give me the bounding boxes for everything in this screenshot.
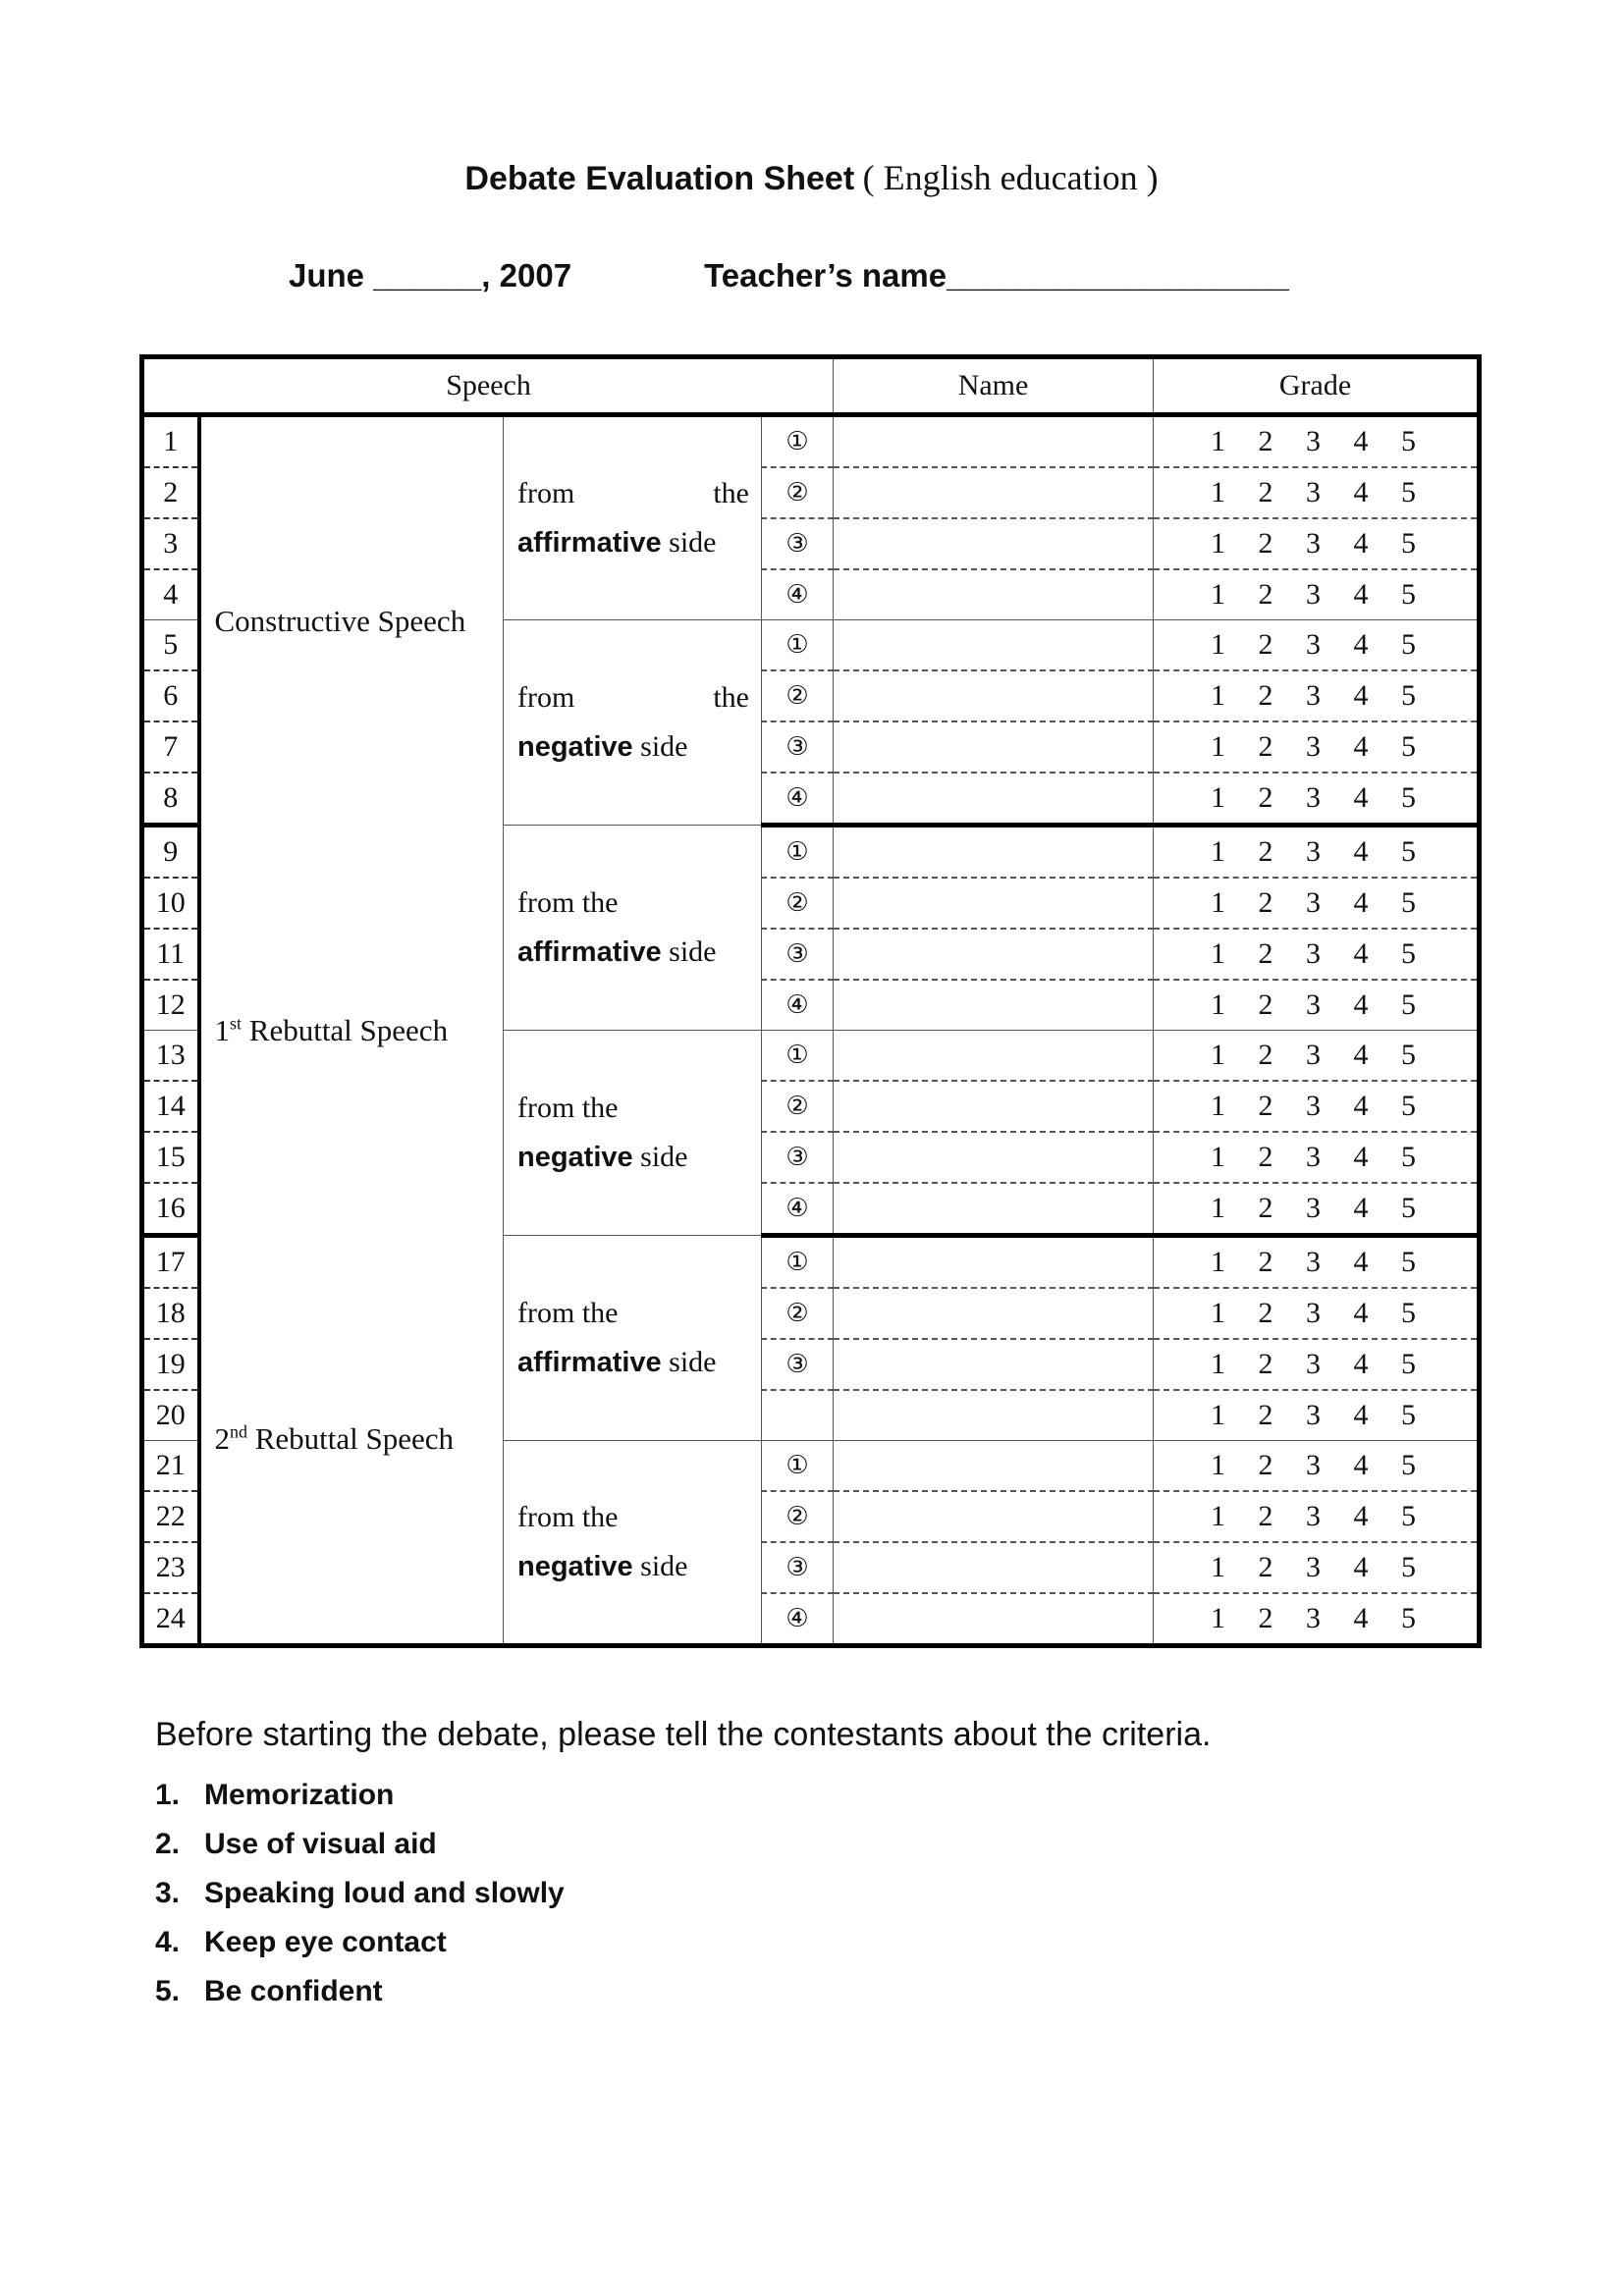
- row-number: 15: [142, 1132, 199, 1183]
- row-number: 21: [142, 1441, 199, 1492]
- row-number: 14: [142, 1081, 199, 1132]
- side-word-from: from: [517, 477, 575, 509]
- speaker-order-marker: ③: [762, 1339, 834, 1390]
- side-word-from-the: from the: [517, 886, 619, 919]
- side-line-2: [517, 928, 761, 977]
- row-number: 5: [142, 620, 199, 671]
- grade-scale[interactable]: 1 2 3 4 5: [1154, 721, 1480, 773]
- speech-type-cell: [199, 1236, 504, 1646]
- speech-type-rest: Rebuttal Speech: [247, 1421, 455, 1457]
- grade-scale[interactable]: 1 2 3 4 5: [1154, 1132, 1480, 1183]
- grade-scale[interactable]: 1 2 3 4 5: [1154, 670, 1480, 721]
- criteria-section: [155, 1716, 1211, 2021]
- criteria-number: 2.: [155, 1828, 181, 1860]
- grade-scale[interactable]: 1 2 3 4 5: [1154, 1491, 1480, 1542]
- name-entry-cell[interactable]: [834, 670, 1154, 721]
- row-number: 16: [142, 1183, 199, 1236]
- criteria-number: 3.: [155, 1877, 181, 1909]
- row-number: 4: [142, 569, 199, 620]
- grade-scale[interactable]: 1 2 3 4 5: [1154, 1081, 1480, 1132]
- name-entry-cell[interactable]: [834, 569, 1154, 620]
- criteria-item: [155, 1972, 1211, 2021]
- speech-type-rest: Rebuttal Speech: [242, 1012, 449, 1047]
- row-number: 3: [142, 518, 199, 569]
- speaker-order-marker: ②: [762, 1491, 834, 1542]
- dateline: [289, 257, 1289, 294]
- criteria-text: Keep eye contact: [204, 1926, 447, 1958]
- name-entry-cell[interactable]: [834, 721, 1154, 773]
- row-number: 11: [142, 929, 199, 980]
- side-line-1: [517, 469, 761, 518]
- grade-scale[interactable]: 1 2 3 4 5: [1154, 878, 1480, 929]
- table-row: [142, 826, 1480, 879]
- side-line-1: [517, 673, 761, 722]
- name-entry-cell[interactable]: [834, 878, 1154, 929]
- side-word-from-the: from the: [517, 1501, 619, 1533]
- speaker-order-marker: ④: [762, 1593, 834, 1646]
- side-line-2: [517, 722, 761, 772]
- side-line-1: [517, 879, 761, 928]
- criteria-item: [155, 1923, 1211, 1972]
- criteria-text: Memorization: [204, 1779, 395, 1811]
- negative-side-cell: [504, 620, 762, 826]
- speaker-order-marker: ②: [762, 1288, 834, 1339]
- teacher-name-field[interactable]: Teacher’s name___________________: [704, 257, 1289, 294]
- name-entry-cell[interactable]: [834, 518, 1154, 569]
- date-field[interactable]: June ______, 2007: [289, 257, 572, 294]
- side-line-1: [517, 1493, 761, 1542]
- affirmative-side-cell: [504, 415, 762, 620]
- criteria-list: [155, 1776, 1211, 2021]
- side-line-2: [517, 1338, 761, 1387]
- header-grade: Grade: [1154, 357, 1480, 415]
- name-entry-cell[interactable]: [834, 1542, 1154, 1593]
- affirmative-side-cell: [504, 1236, 762, 1441]
- side-word-side: side: [640, 730, 688, 763]
- grade-scale[interactable]: 1 2 3 4 5: [1154, 467, 1480, 518]
- side-affirmative: affirmative: [517, 527, 662, 559]
- name-entry-cell[interactable]: [834, 1441, 1154, 1492]
- criteria-number: 5.: [155, 1975, 181, 2007]
- speaker-order-marker: ②: [762, 467, 834, 518]
- criteria-item: [155, 1874, 1211, 1923]
- name-entry-cell[interactable]: [834, 1339, 1154, 1390]
- row-number: 17: [142, 1236, 199, 1289]
- speaker-order-marker: ④: [762, 569, 834, 620]
- grade-scale[interactable]: 1 2 3 4 5: [1154, 569, 1480, 620]
- row-number: 8: [142, 773, 199, 826]
- speaker-order-marker: ③: [762, 518, 834, 569]
- table-body: [142, 415, 1480, 1646]
- criteria-text: Use of visual aid: [204, 1828, 437, 1860]
- sheet-title: [0, 157, 1623, 198]
- criteria-text: Be confident: [204, 1975, 383, 2007]
- side-negative: negative: [517, 1551, 633, 1582]
- side-affirmative: affirmative: [517, 1347, 662, 1378]
- side-word-from-the: from the: [517, 1297, 619, 1329]
- name-entry-cell[interactable]: [834, 1390, 1154, 1441]
- title-main: Debate Evaluation Sheet: [464, 160, 855, 197]
- side-negative: negative: [517, 731, 633, 763]
- title-sub: ( English education ): [862, 158, 1159, 197]
- name-entry-cell[interactable]: [834, 1491, 1154, 1542]
- speaker-order-marker: ①: [762, 1441, 834, 1492]
- table-row: [142, 415, 1480, 468]
- row-number: 12: [142, 980, 199, 1031]
- table-row: [142, 1236, 1480, 1289]
- side-word-side: side: [669, 1346, 717, 1378]
- row-number: 20: [142, 1390, 199, 1441]
- grade-scale[interactable]: 1 2 3 4 5: [1154, 415, 1480, 468]
- name-entry-cell[interactable]: [834, 467, 1154, 518]
- row-number: 1: [142, 415, 199, 468]
- side-line-1: [517, 1289, 761, 1338]
- grade-scale[interactable]: 1 2 3 4 5: [1154, 518, 1480, 569]
- criteria-number: 4.: [155, 1926, 181, 1958]
- speaker-order-marker: ③: [762, 1132, 834, 1183]
- speech-type-label: 1: [214, 1012, 230, 1047]
- name-entry-cell[interactable]: [834, 773, 1154, 826]
- grade-scale[interactable]: 1 2 3 4 5: [1154, 826, 1480, 879]
- side-word-side: side: [640, 1141, 688, 1173]
- speech-type-label: 2: [214, 1421, 230, 1457]
- speaker-order-marker: ②: [762, 1081, 834, 1132]
- speaker-order-marker: ④: [762, 1183, 834, 1236]
- row-number: 13: [142, 1031, 199, 1082]
- row-number: 2: [142, 467, 199, 518]
- speaker-order-marker: ③: [762, 1542, 834, 1593]
- header-speech: Speech: [142, 357, 834, 415]
- speaker-order-marker: ④: [762, 980, 834, 1031]
- speaker-order-marker: ②: [762, 670, 834, 721]
- speech-type-ordinal: nd: [230, 1421, 247, 1442]
- grade-scale[interactable]: 1 2 3 4 5: [1154, 1236, 1480, 1289]
- row-number: 23: [142, 1542, 199, 1593]
- criteria-item: [155, 1825, 1211, 1874]
- speaker-order-marker: ②: [762, 878, 834, 929]
- side-word-the: the: [713, 681, 749, 714]
- grade-scale[interactable]: 1 2 3 4 5: [1154, 1031, 1480, 1082]
- row-number: 24: [142, 1593, 199, 1646]
- speaker-order-marker: ①: [762, 620, 834, 671]
- name-entry-cell[interactable]: [834, 415, 1154, 468]
- row-number: 19: [142, 1339, 199, 1390]
- grade-scale[interactable]: 1 2 3 4 5: [1154, 1390, 1480, 1441]
- side-line-2: [517, 518, 761, 567]
- row-number: 10: [142, 878, 199, 929]
- speaker-order-marker: ③: [762, 721, 834, 773]
- row-number: 6: [142, 670, 199, 721]
- grade-scale[interactable]: 1 2 3 4 5: [1154, 1593, 1480, 1646]
- speaker-order-marker: [762, 1390, 834, 1441]
- name-entry-cell[interactable]: [834, 1593, 1154, 1646]
- speaker-order-marker: ①: [762, 1236, 834, 1289]
- negative-side-cell: [504, 1031, 762, 1236]
- side-word-side: side: [669, 935, 717, 968]
- grade-scale[interactable]: 1 2 3 4 5: [1154, 773, 1480, 826]
- speech-type-ordinal: st: [230, 1013, 243, 1034]
- name-entry-cell[interactable]: [834, 826, 1154, 879]
- affirmative-side-cell: [504, 826, 762, 1031]
- name-entry-cell[interactable]: [834, 1236, 1154, 1289]
- name-entry-cell[interactable]: [834, 620, 1154, 671]
- side-line-1: [517, 1084, 761, 1133]
- side-negative: negative: [517, 1142, 633, 1173]
- speech-type-cell: [199, 415, 504, 826]
- speaker-order-marker: ③: [762, 929, 834, 980]
- row-number: 7: [142, 721, 199, 773]
- grade-scale[interactable]: 1 2 3 4 5: [1154, 1542, 1480, 1593]
- name-entry-cell[interactable]: [834, 1081, 1154, 1132]
- criteria-intro: Before starting the debate, please tell the contestants about the criteria.: [155, 1716, 1212, 1753]
- grade-scale[interactable]: 1 2 3 4 5: [1154, 1288, 1480, 1339]
- criteria-item: [155, 1776, 1211, 1825]
- speaker-order-marker: ④: [762, 773, 834, 826]
- speaker-order-marker: ①: [762, 415, 834, 468]
- name-entry-cell[interactable]: [834, 929, 1154, 980]
- side-word-from: from: [517, 681, 575, 714]
- name-entry-cell[interactable]: [834, 1132, 1154, 1183]
- side-word-the: the: [713, 477, 749, 509]
- row-number: 9: [142, 826, 199, 879]
- row-number: 22: [142, 1491, 199, 1542]
- speaker-order-marker: ①: [762, 1031, 834, 1082]
- row-number: 18: [142, 1288, 199, 1339]
- side-word-side: side: [640, 1550, 688, 1582]
- evaluation-table: [139, 354, 1482, 1648]
- grade-scale[interactable]: 1 2 3 4 5: [1154, 1339, 1480, 1390]
- side-line-2: [517, 1133, 761, 1182]
- speech-type-label: Constructive Speech: [214, 603, 466, 638]
- name-entry-cell[interactable]: [834, 980, 1154, 1031]
- grade-scale[interactable]: 1 2 3 4 5: [1154, 620, 1480, 671]
- side-affirmative: affirmative: [517, 936, 662, 968]
- negative-side-cell: [504, 1441, 762, 1646]
- grade-scale[interactable]: 1 2 3 4 5: [1154, 929, 1480, 980]
- criteria-text: Speaking loud and slowly: [204, 1877, 565, 1909]
- side-line-2: [517, 1542, 761, 1591]
- criteria-number: 1.: [155, 1779, 181, 1811]
- name-entry-cell[interactable]: [834, 1031, 1154, 1082]
- name-entry-cell[interactable]: [834, 1183, 1154, 1236]
- grade-scale[interactable]: 1 2 3 4 5: [1154, 980, 1480, 1031]
- speech-type-cell: [199, 826, 504, 1236]
- side-word-from-the: from the: [517, 1092, 619, 1124]
- speaker-order-marker: ①: [762, 826, 834, 879]
- name-entry-cell[interactable]: [834, 1288, 1154, 1339]
- side-word-side: side: [669, 526, 717, 559]
- grade-scale[interactable]: 1 2 3 4 5: [1154, 1441, 1480, 1492]
- header-name: Name: [834, 357, 1154, 415]
- table-header-row: [142, 357, 1480, 415]
- grade-scale[interactable]: 1 2 3 4 5: [1154, 1183, 1480, 1236]
